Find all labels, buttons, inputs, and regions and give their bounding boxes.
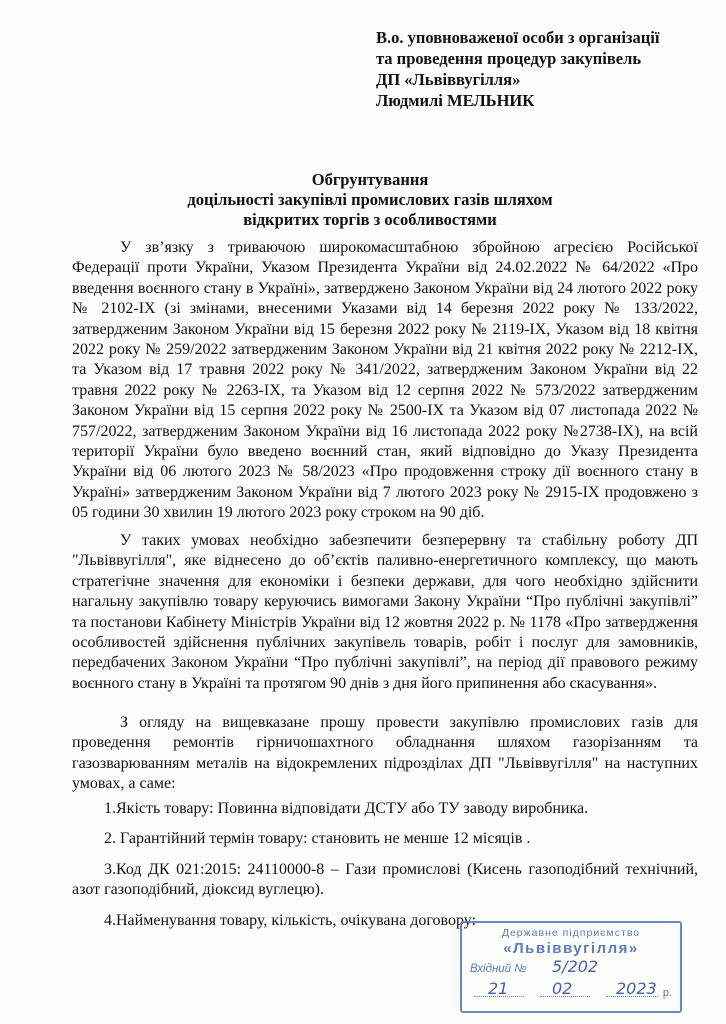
- paragraph-martial-law: У зв’язку з триваючою широкомасштабною збройною агресією Російської Федерації проти України, Указом Президента України від 24.02.2022 № 64/2022 «Про введення воєнного стану в Україні», затверджено Законом України від 24 лютого 2022 року № 2102-IX (зі змінами, внесеними Указами від 14 березня 2022 року № 133/2022, затвердженим Законом України від 15 березня 2022 року № 2119-IX, Указом від 18 квітня 2022 року № 259/2022 затвердженим Законом України від 21 квітня 2022 року № 2212-IX, та Указом від 17 травня 2022 року № 341/2022, затвердженим Законом України від 22 травня 2022 року № 2263-IX, та Указом від 12 серпня 2022 № 573/2022 затвердженим Законом України від 15 серпня 2022 року № 2500-IX та Указом від 07 листопада 2022 № 757/2022, затвердженим Законом України від 16 листопада 2022 року №2738-IX), на всій території України було введено воєнний стан, який відповідно до Указу Президента України від 06 лютого 2023 № 58/2023 «Про продовження строку дії воєнного стану в Україні» затвердженим Законом України від 7 лютого 2023 року № 2915-IX продовжено з 05 години 30 хвилин 19 лютого 2023 року строком на 90 діб.: [72, 239, 698, 522]
- list-item-quality: 1.Якість товару: Повинна відповідати ДСТУ або ТУ заводу виробника.: [104, 800, 589, 817]
- paragraph-conditions: У таких умовах необхідно забезпечити безперервну та стабільну роботу ДП "Львіввугілля", яке віднесено до об’єктів паливно-енергетичного комплексу, що мають стратегічне значення для економіки і безпеки держави, для чого необхідно здійснити нагальну закупівлю товару керуючись вимогами Закону України “Про публічні закупівлі” та постанови Кабінету Міністрів України від 12 жовтня 2022 р. № 1178 «Про затвердження особливостей здійснення публічних закупівель товарів, робіт і послуг для замовників, передбачених Законом України “Про публічні закупівлі”, на період дії правового режиму воєнного стану в Україні та протягом 90 днів з дня його припинення або скасування».: [72, 532, 698, 692]
- addressee-block: [376, 27, 706, 111]
- stamp-year: 2023: [616, 979, 657, 998]
- stamp-month: 02: [552, 979, 573, 998]
- list-item-name: 4.Найменування товару, кількість, очікувана договору:: [104, 912, 476, 929]
- stamp-day: 21: [488, 979, 509, 998]
- stamp-year-suffix: р.: [662, 987, 672, 999]
- title-line-3: відкритих торгів з особливостями: [243, 210, 497, 229]
- title-line-1: Обгрунтування: [311, 170, 429, 189]
- list-item-code: 3.Код ДК 021:2015: 24110000-8 – Гази промислові (Кисень газоподібний технічний, азот газоподібний, діоксид вуглецю).: [72, 861, 698, 899]
- stamp-incoming-number: 5/202: [552, 957, 599, 976]
- title-line-2: доцільності закупівлі промислових газів шляхом: [187, 190, 553, 209]
- paragraph-request: З огляду на вищевказане прошу провести закупівлю промислових газів для проведення ремонтів гірничошахтного обладнання шляхом газорізанням та газозварюванням металів на відокремлених підрозділах ДП "Львіввугілля" на наступних умовах, а саме:: [72, 714, 698, 793]
- stamp-org-name: «Львіввугілля»: [503, 940, 639, 957]
- addressee-line-4: Людмилі МЕЛЬНИК: [376, 91, 535, 110]
- stamp-incoming-row: [470, 957, 672, 976]
- registration-stamp: [460, 921, 682, 1013]
- document-title: [60, 170, 680, 230]
- addressee-line-1: В.о. уповноваженої особи з організації: [376, 28, 660, 47]
- addressee-line-2: та проведення процедур закупівель: [376, 49, 642, 68]
- stamp-date-row: [470, 977, 672, 999]
- stamp-incoming-label: Вхідний №: [470, 963, 527, 975]
- addressee-line-3: ДП «Львіввугілля»: [376, 70, 521, 89]
- stamp-org-type: Державне підприємство: [501, 927, 641, 939]
- list-item-warranty: 2. Гарантійний термін товару: становить не менше 12 місяців .: [104, 830, 531, 847]
